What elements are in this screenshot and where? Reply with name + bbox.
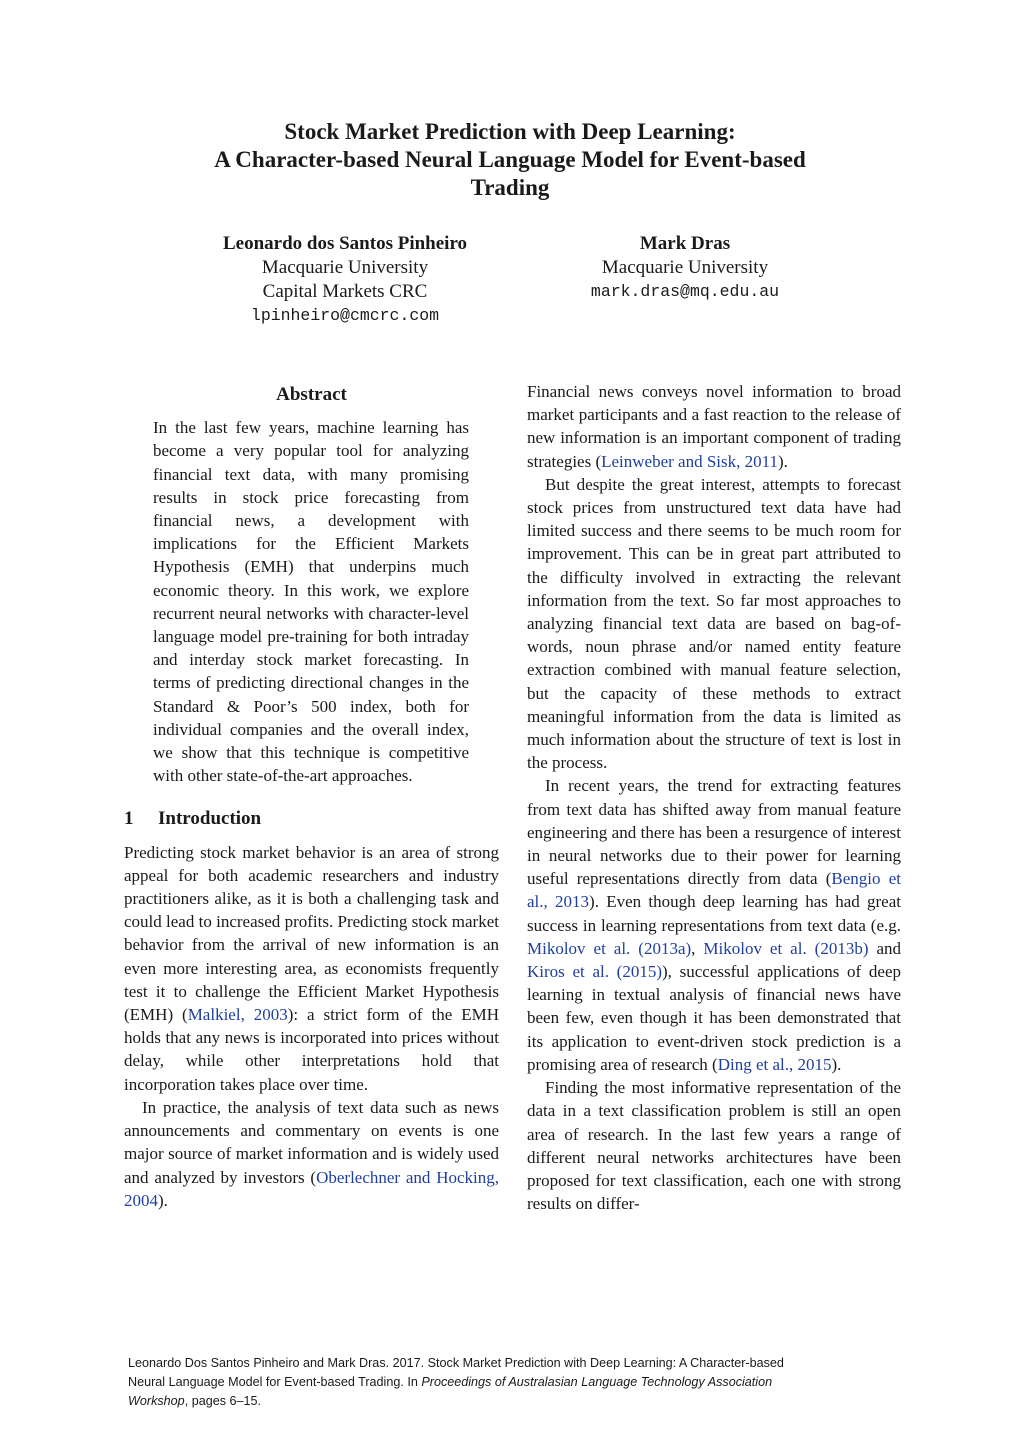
footnote-text: , pages 6–15. xyxy=(184,1394,262,1408)
citation-link[interactable]: Kiros et al. (2015) xyxy=(527,962,662,982)
author-affiliation: Capital Markets CRC xyxy=(262,281,428,302)
citation-footnote xyxy=(128,1354,898,1411)
paragraph-text: ). xyxy=(778,451,788,471)
section-number: 1 xyxy=(124,808,134,830)
abstract-heading: Abstract xyxy=(276,384,347,405)
footnote-line-2 xyxy=(128,1373,898,1392)
paragraph-text: ). xyxy=(831,1054,842,1074)
paragraph-text: Financial news conveys novel information to broad market participants and a fast reaction to the release of new information is an important component of trading strategies ( xyxy=(527,382,901,471)
footnote-venue: Proceedings of Australasian Language Technology Association xyxy=(421,1375,773,1389)
citation-link[interactable]: Leinweber and Sisk, 2011 xyxy=(601,451,778,471)
footnote-text: Neural Language Model for Event-based Trading. In xyxy=(128,1375,422,1389)
citation-link[interactable]: Mikolov et al. (2013b) xyxy=(703,938,869,958)
footnote-line-1: Leonardo Dos Santos Pinheiro and Mark Dras. 2017. Stock Market Prediction with Deep Learning: A Character-based xyxy=(128,1356,784,1370)
left-column xyxy=(124,380,499,1212)
citation-link[interactable]: Ding et al., 2015 xyxy=(717,1054,832,1074)
right-paragraph-2: But despite the great interest, attempts to forecast stock prices from unstructured text data have had limited success and there seems to be much room for improvement. This can be in great part attributed to the difficulty involved in extracting the relevant information from the text. So far most approaches to analyzing financial text data are based on bag-of-words, noun phrase and/or named entity feature extraction combined with manual feature selection, but the capacity of these methods to extract meaningful information from the data is limited as much information about the structure of text is lost in the process. xyxy=(527,474,901,773)
author-affiliation: Macquarie University xyxy=(261,257,429,278)
paragraph-text: ). xyxy=(158,1190,168,1210)
section-heading-introduction xyxy=(124,807,499,830)
paragraph-text: Predicting stock market behavior is an area of strong appeal for both academic researchers and industry practitioners alike, as it is both a challenging task and could lead to increased profits. Predicting stock market behavior from the arrival of new information is an even more interesting area, as economists frequently test it to challenge the Efficient Market Hypothesis (EMH) ( xyxy=(124,842,499,1025)
section-title: Introduction xyxy=(158,808,262,830)
footnote-line-3 xyxy=(128,1392,898,1411)
footnote-venue: Workshop xyxy=(128,1394,185,1408)
author-block-1 xyxy=(170,232,520,328)
paragraph-text: In practice, the analysis of text data such as news announcements and commentary on events is one major source of market information and is widely used and analyzed by investors ( xyxy=(124,1097,499,1187)
right-column xyxy=(527,380,901,1215)
author-name: Mark Dras xyxy=(639,233,731,254)
intro-paragraph-1 xyxy=(124,841,499,1096)
title-line-3: Trading xyxy=(470,175,550,200)
paragraph-text: In recent years, the trend for extracting features from text data has shifted away from manual feature engineering and there has been a resurgence of interest in neural networks due to their power for learning useful representations directly from data ( xyxy=(527,776,901,889)
title-line-1: Stock Market Prediction with Deep Learning: xyxy=(284,119,736,144)
citation-link[interactable]: Bengio et al., 2013 xyxy=(527,869,901,912)
abstract-text: In the last few years, machine learning has become a very popular tool for analyzing financial text data, with many promising results in stock price forecasting from financial news, a development with implications for the Efficient Markets Hypothesis (EMH) that underpins much economic theory. In this work, we explore recurrent neural networks with character-level language model pre-training for both intraday and interday stock market forecasting. In terms of predicting directional changes in the Standard & Poor’s 500 index, both for individual companies and the overall index, we show that this technique is competitive with other state-of-the-art approaches. xyxy=(153,418,469,786)
author-name: Leonardo dos Santos Pinheiro xyxy=(222,233,468,254)
right-paragraph-1 xyxy=(527,380,901,473)
author-affiliation: Macquarie University xyxy=(601,257,769,278)
author-email: mark.dras@mq.edu.au xyxy=(590,282,780,301)
citation-link[interactable]: Oberlechner and Hocking, 2004 xyxy=(124,1167,499,1210)
author-block-2 xyxy=(510,232,860,304)
paragraph-text: and xyxy=(868,938,902,958)
citation-link[interactable]: Mikolov et al. (2013a) xyxy=(527,938,692,958)
paragraph-text: ), successful applications of deep learning in textual analysis of financial news have been few, even though it has been demonstrated that its application to event-driven stock prediction is a promising area of research ( xyxy=(527,962,901,1074)
title-line-2: A Character-based Neural Language Model for Event-based xyxy=(214,147,806,172)
paragraph-text: ): a strict form of the EMH holds that any news is incorporated into prices without delay, while other interpretations hold that incorporation takes place over time. xyxy=(124,1005,499,1094)
paragraph-text: ). Even though deep learning has had great success in learning representations from text data (e.g. xyxy=(527,892,901,935)
intro-paragraph-2 xyxy=(124,1096,499,1212)
right-paragraph-4: Finding the most informative representation of the data in a text classification problem is still an open area of research. In the last few years a range of different neural networks architectures have been proposed for text classification, each one with strong results on differ- xyxy=(527,1078,901,1214)
citation-link[interactable]: Malkiel, 2003 xyxy=(187,1005,288,1025)
paper-title xyxy=(60,118,960,202)
paragraph-text: , xyxy=(691,938,704,958)
author-email: lpinheiro@cmcrc.com xyxy=(250,306,440,325)
right-paragraph-3 xyxy=(527,774,901,1076)
